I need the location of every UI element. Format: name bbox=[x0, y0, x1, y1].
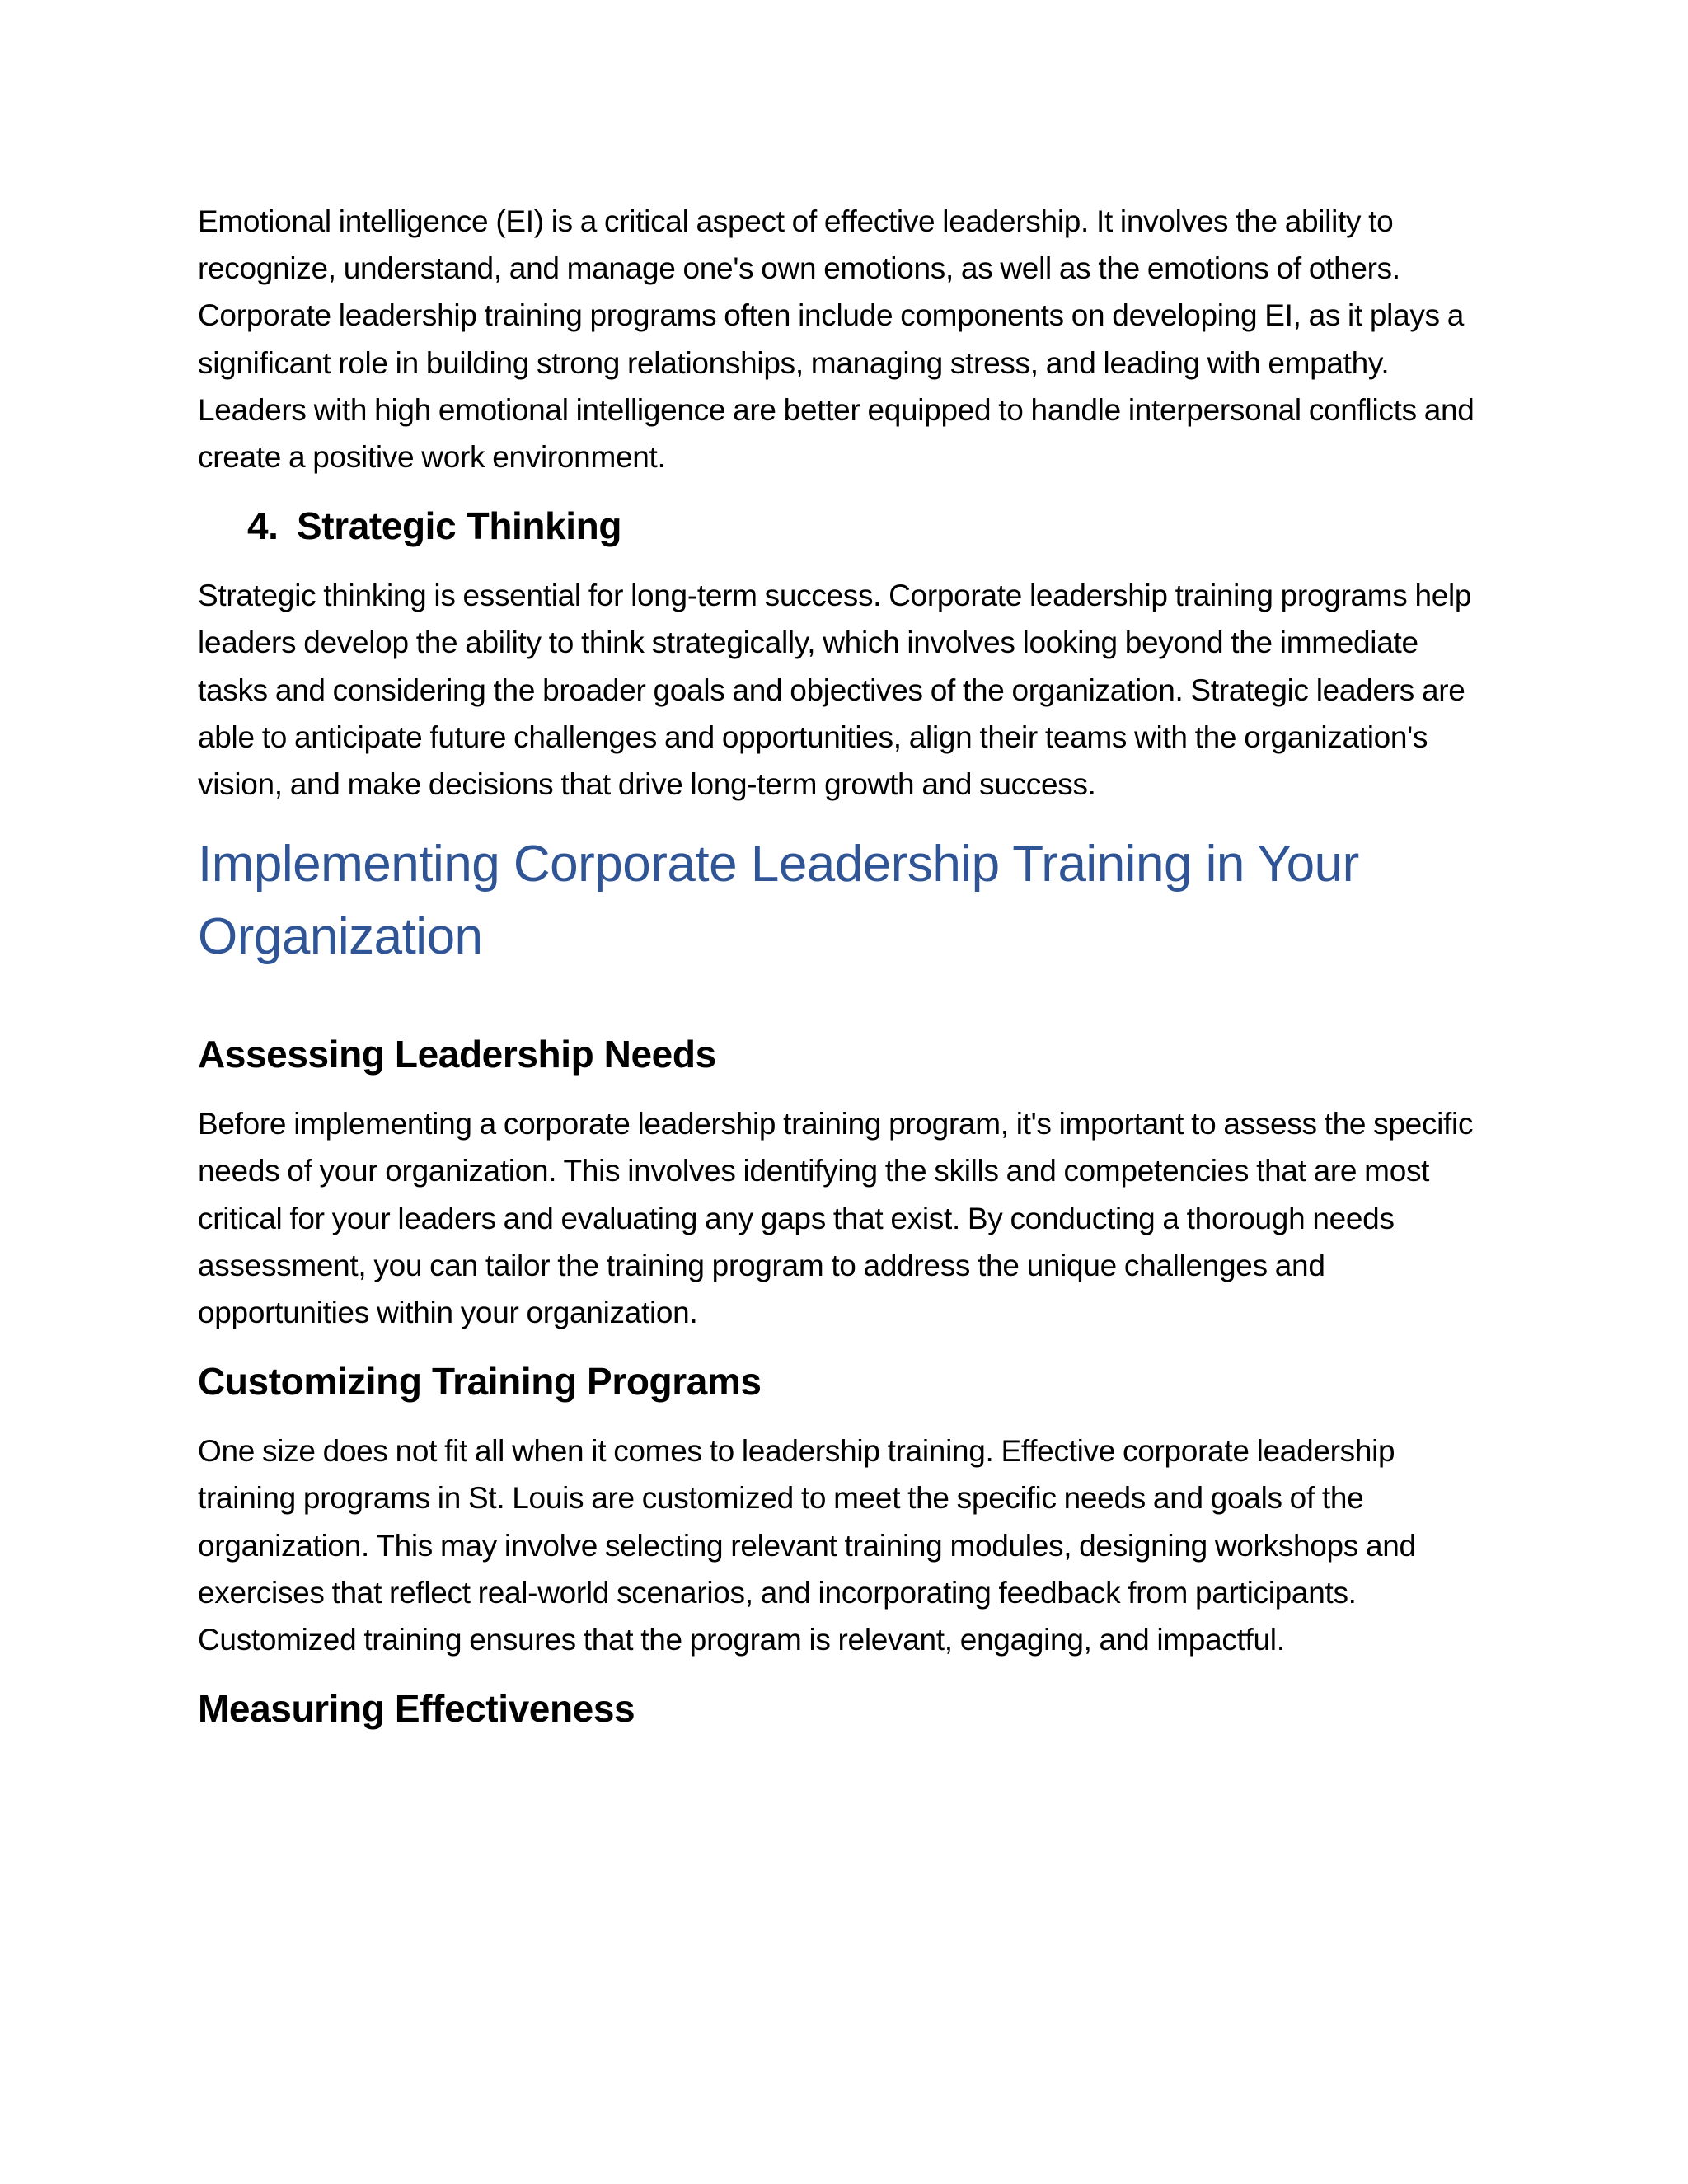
intro-paragraph: Emotional intelligence (EI) is a critical aspect of effective leadership. It involves the ability to recognize, understand, and manage one's own emotions, as well as the emotions of others. Corporate leadership training programs often include components on developing EI, as it plays a significant role in building strong relationships, managing stress, and leading with empathy. Leaders with high emotional intelligence are better equipped to handle interpersonal conflicts and create a positive work environment. bbox=[198, 204, 1475, 475]
numbered-heading-strategic-thinking bbox=[247, 501, 1484, 551]
heading-text: Strategic Thinking bbox=[297, 504, 622, 548]
heading-number: 4. bbox=[247, 504, 279, 548]
subheading-assessing-needs: Assessing Leadership Needs bbox=[198, 1033, 716, 1076]
strategic-thinking-paragraph: Strategic thinking is essential for long-term success. Corporate leadership training programs help leaders develop the ability to think strategically, which involves looking beyond the immediate tasks and considering the broader goals and objectives of the organization. Strategic leaders are able to anticipate future challenges and opportunities, align their teams with the organization's vision, and make decisions that drive long-term growth and success. bbox=[198, 579, 1472, 802]
assessing-needs-paragraph: Before implementing a corporate leadership training program, it's important to assess the specific needs of your organization. This involves identifying the skills and competencies that are most critical for your leaders and evaluating any gaps that exist. By conducting a thorough needs assessment, you can tailor the training program to address the unique challenges and opportunities within your organization. bbox=[198, 1107, 1474, 1330]
section-title: Implementing Corporate Leadership Training in Your Organization bbox=[198, 836, 1359, 966]
document-content bbox=[198, 198, 1484, 1755]
customizing-programs-paragraph: One size does not fit all when it comes to leadership training. Effective corporate leadership training programs in St. Louis are customized to meet the specific needs and goals of the organization. This may involve selecting relevant training modules, designing workshops and exercises that reflect real-world scenarios, and incorporating feedback from participants. Customized training ensures that the program is relevant, engaging, and impactful. bbox=[198, 1434, 1416, 1657]
subheading-customizing-programs: Customizing Training Programs bbox=[198, 1360, 762, 1404]
subheading-measuring-effectiveness: Measuring Effectiveness bbox=[198, 1687, 635, 1731]
